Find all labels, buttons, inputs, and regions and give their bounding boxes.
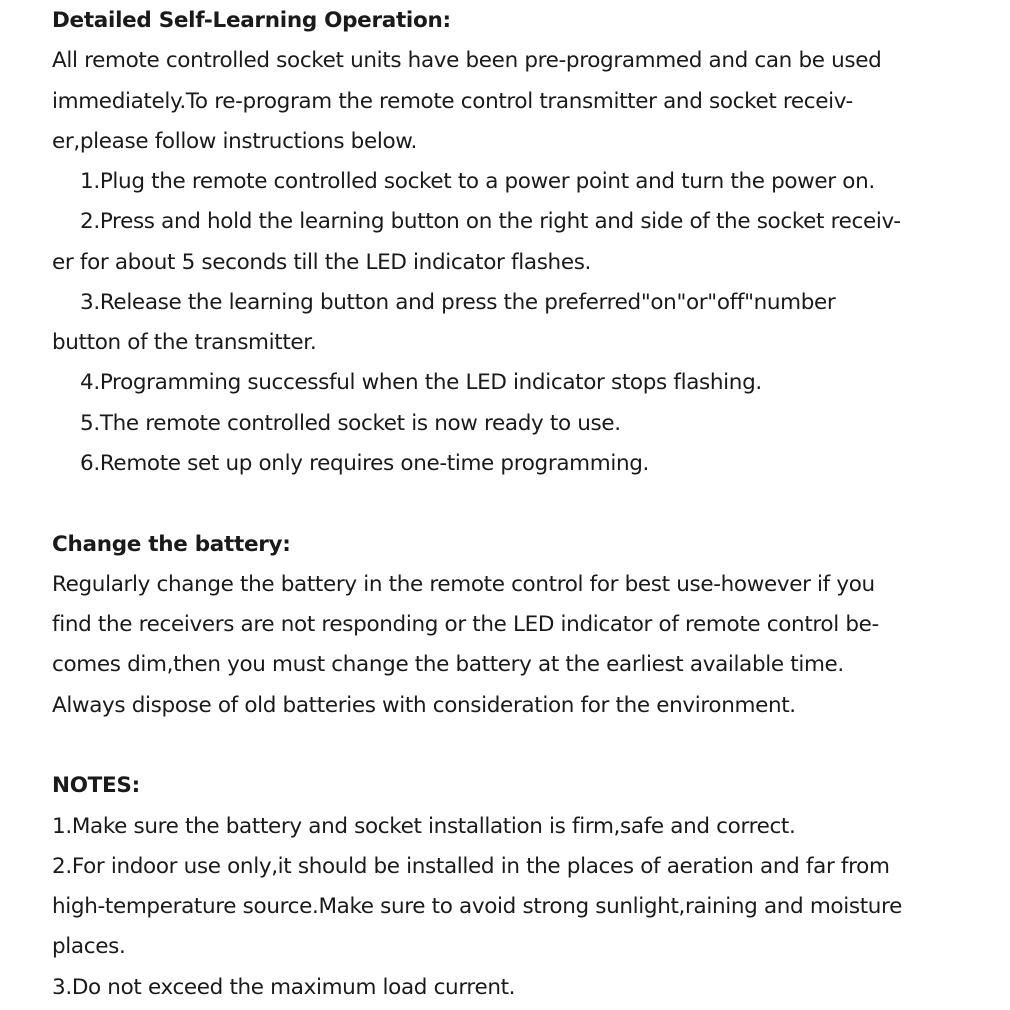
self-learning-step: 1.Plug the remote controlled socket to a power point and turn the power on. bbox=[80, 169, 875, 194]
notes-line: high-temperature source.Make sure to avoid strong sunlight,raining and moisture bbox=[52, 894, 902, 919]
notes-line: 1.Make sure the battery and socket installation is firm,safe and correct. bbox=[52, 814, 796, 839]
self-learning-step-continuation: button of the transmitter. bbox=[52, 330, 317, 355]
self-learning-intro-line: er,please follow instructions below. bbox=[52, 129, 418, 154]
notes-line: 3.Do not exceed the maximum load current. bbox=[52, 975, 516, 1000]
self-learning-step: 6.Remote set up only requires one-time programming. bbox=[80, 451, 650, 476]
notes-line: 2.For indoor use only,it should be installed in the places of aeration and far from bbox=[52, 854, 890, 879]
battery-heading: Change the battery: bbox=[52, 532, 291, 557]
notes-heading: NOTES: bbox=[52, 773, 140, 798]
battery-text-line: comes dim,then you must change the battery at the earliest available time. bbox=[52, 652, 844, 677]
self-learning-step-continuation: er for about 5 seconds till the LED indicator flashes. bbox=[52, 250, 592, 275]
self-learning-step: 4.Programming successful when the LED indicator stops flashing. bbox=[80, 370, 762, 395]
self-learning-step: 3.Release the learning button and press the preferred"on"or"off"number bbox=[80, 290, 836, 315]
battery-text-line: find the receivers are not responding or the LED indicator of remote control be- bbox=[52, 612, 879, 637]
self-learning-intro-line: immediately.To re-program the remote control transmitter and socket receiv- bbox=[52, 89, 853, 114]
self-learning-step: 5.The remote controlled socket is now ready to use. bbox=[80, 411, 621, 436]
battery-text-line: Always dispose of old batteries with consideration for the environment. bbox=[52, 693, 796, 718]
self-learning-heading: Detailed Self-Learning Operation: bbox=[52, 8, 451, 33]
self-learning-intro-line: All remote controlled socket units have been pre-programmed and can be used bbox=[52, 48, 882, 73]
battery-text-line: Regularly change the battery in the remote control for best use-however if you bbox=[52, 572, 875, 597]
notes-line: places. bbox=[52, 934, 126, 959]
self-learning-step: 2.Press and hold the learning button on the right and side of the socket receiv- bbox=[80, 209, 901, 234]
